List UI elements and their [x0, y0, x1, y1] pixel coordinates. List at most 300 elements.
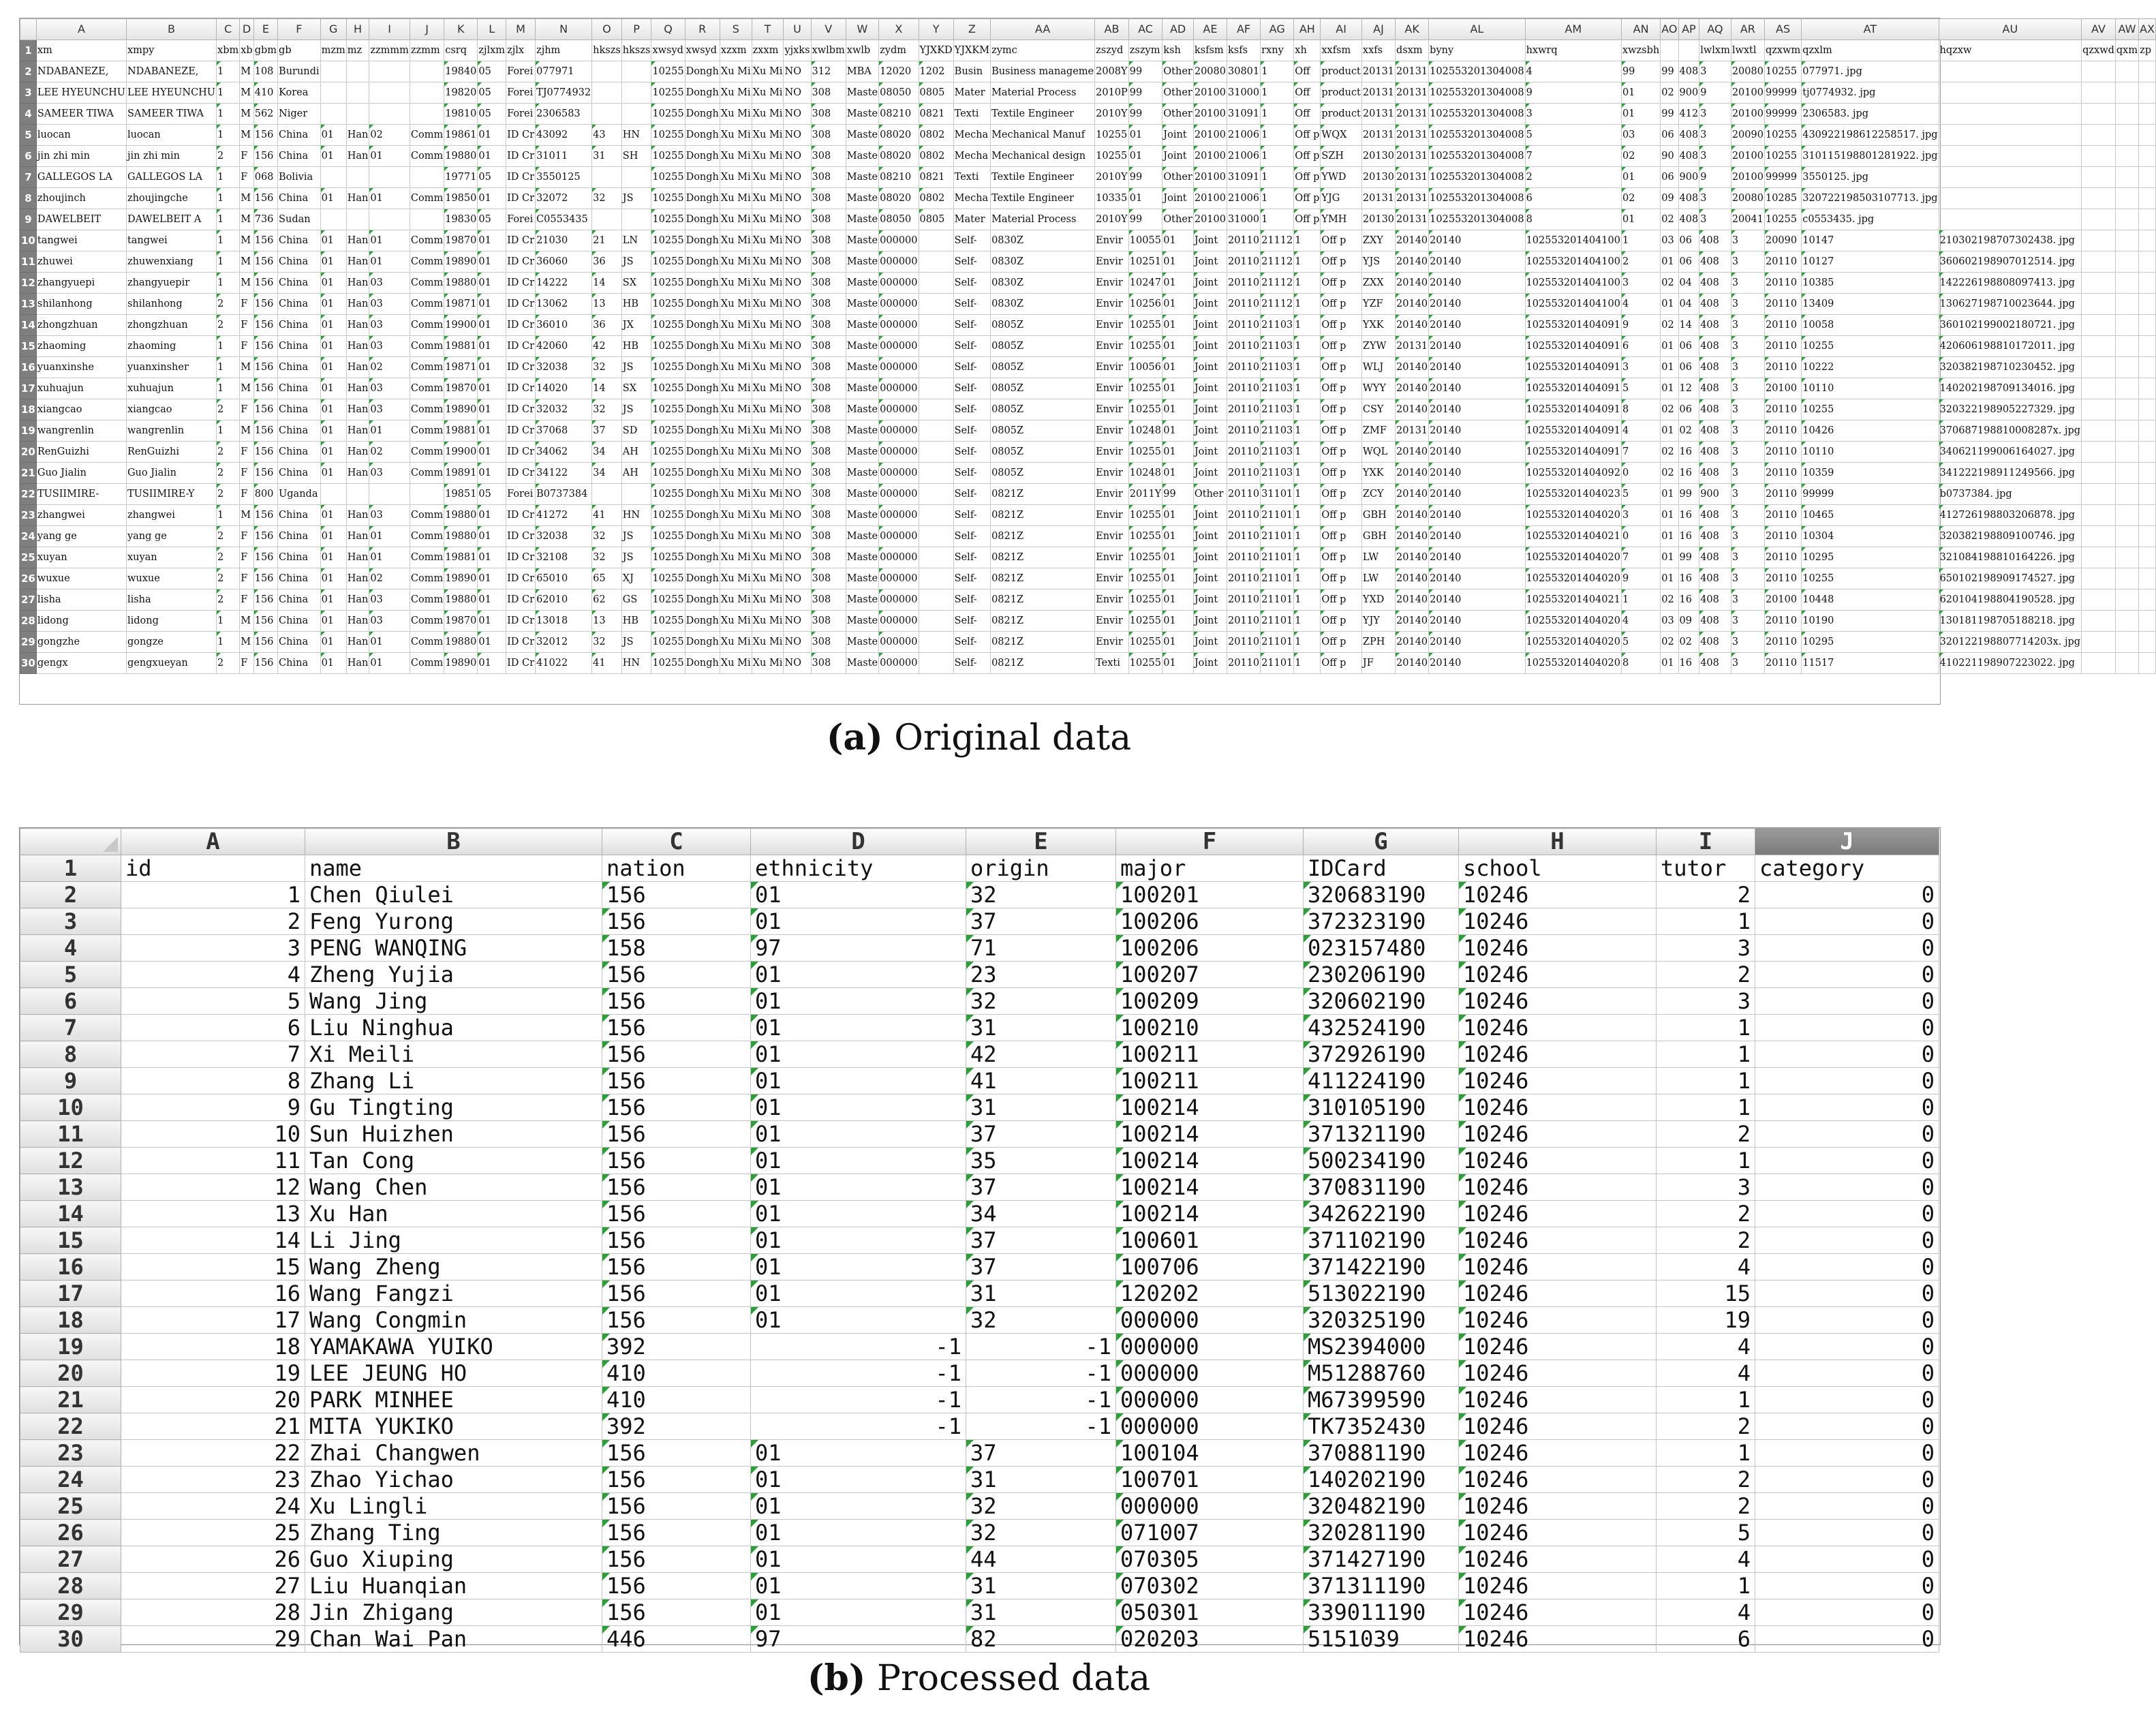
cell[interactable]: 2 [1525, 167, 1621, 188]
cell[interactable]: 100207 [1116, 962, 1304, 988]
cell[interactable]: luocan [36, 125, 126, 146]
cell[interactable]: 01 [478, 336, 506, 357]
cell[interactable]: 02 [1678, 420, 1699, 442]
cell[interactable]: Comm [410, 505, 444, 526]
cell[interactable]: 90 [1661, 146, 1678, 167]
cell[interactable]: 99 [1678, 484, 1699, 505]
cell[interactable]: 71 [966, 935, 1116, 962]
cell[interactable]: 36 [592, 251, 622, 273]
cell[interactable]: 308 [811, 336, 846, 357]
cell[interactable] [2115, 526, 2138, 547]
cell[interactable]: Xu Mi [720, 104, 752, 125]
cell[interactable]: Comm [410, 294, 444, 315]
cell[interactable]: 156 [253, 526, 277, 547]
cell[interactable]: xuhuajun [126, 378, 216, 399]
cell[interactable]: Envir [1095, 336, 1129, 357]
cell[interactable]: 10058 [1802, 315, 1939, 336]
cell[interactable]: 01 [478, 357, 506, 378]
cell[interactable]: Xu Lingli [305, 1493, 602, 1520]
cell[interactable]: 050301 [1116, 1599, 1304, 1626]
cell[interactable]: Maste [846, 125, 878, 146]
cell[interactable]: 0805Z [991, 442, 1095, 463]
row-header[interactable]: 15 [20, 1227, 121, 1254]
cell[interactable]: 01 [478, 315, 506, 336]
cell[interactable]: 20140 [1429, 589, 1525, 611]
cell[interactable]: 02 [1661, 315, 1678, 336]
cell[interactable]: mz [346, 40, 369, 61]
cell[interactable]: 392 [602, 1413, 751, 1440]
cell[interactable]: Maste [846, 167, 878, 188]
cell[interactable]: Joint [1193, 251, 1227, 273]
cell[interactable]: 20131 [1361, 125, 1395, 146]
cell[interactable]: Self- [953, 378, 990, 399]
cell[interactable] [2082, 589, 2116, 611]
cell[interactable]: 10246 [1459, 935, 1657, 962]
cell[interactable]: 1 [217, 61, 240, 82]
cell[interactable]: ID Cr [506, 653, 536, 674]
cell[interactable]: 3 [1731, 230, 1764, 251]
cell[interactable]: 4 [1657, 1254, 1755, 1280]
cell[interactable]: 02 [1678, 632, 1699, 653]
column-header[interactable]: V [811, 19, 846, 40]
cell[interactable]: Envir [1095, 484, 1129, 505]
cell[interactable]: 0 [1755, 1201, 1939, 1227]
cell[interactable]: 0805Z [991, 336, 1095, 357]
cell[interactable]: 10255 [1802, 399, 1939, 420]
cell[interactable]: M [240, 209, 253, 230]
cell[interactable]: Wang Zheng [305, 1254, 602, 1280]
cell[interactable]: 10255 [1764, 146, 1801, 167]
cell[interactable]: 31 [966, 1467, 1116, 1493]
cell[interactable]: 34 [592, 463, 622, 484]
cell[interactable]: 0 [1755, 1334, 1939, 1360]
cell[interactable] [2139, 505, 2156, 526]
cell[interactable]: 1 [1294, 632, 1321, 653]
column-header[interactable]: J [410, 19, 444, 40]
cell[interactable]: 10256 [1128, 294, 1162, 315]
cell[interactable]: Xu Mi [752, 420, 784, 442]
cell[interactable]: 01 [1162, 632, 1194, 653]
cell[interactable]: 130181198705188218. jpg [1939, 611, 2082, 632]
cell[interactable]: 308 [811, 315, 846, 336]
cell[interactable]: 3 [1699, 209, 1731, 230]
cell[interactable]: 06 [1678, 251, 1699, 273]
cell[interactable]: ID Cr [506, 315, 536, 336]
cell[interactable]: 01 [1661, 357, 1678, 378]
cell[interactable]: M [240, 378, 253, 399]
cell[interactable]: Han [346, 463, 369, 484]
cell[interactable]: Bolivia [278, 167, 321, 188]
row-header[interactable]: 11 [20, 251, 37, 273]
cell[interactable]: 102553201404020 [1525, 632, 1621, 653]
cell[interactable]: 10246 [1459, 1599, 1657, 1626]
cell[interactable] [346, 167, 369, 188]
cell[interactable]: 0 [1755, 1413, 1939, 1440]
cell[interactable]: 01 [478, 230, 506, 251]
cell[interactable]: 2010Y [1095, 209, 1129, 230]
cell[interactable]: Dongh [685, 484, 720, 505]
cell[interactable]: RenGuizhi [126, 442, 216, 463]
cell[interactable] [2115, 125, 2138, 146]
cell[interactable]: 2 [217, 547, 240, 568]
cell[interactable]: 156 [253, 568, 277, 589]
cell[interactable]: 01 [751, 962, 966, 988]
cell[interactable]: xm [36, 40, 126, 61]
cell[interactable]: Self- [953, 589, 990, 611]
cell[interactable]: Envir [1095, 526, 1129, 547]
column-header[interactable]: D [240, 19, 253, 40]
cell[interactable]: 2 [1657, 1121, 1755, 1148]
cell[interactable]: dsxm [1396, 40, 1429, 61]
cell[interactable]: Dongh [685, 61, 720, 82]
cell[interactable]: 1 [1294, 420, 1321, 442]
cell[interactable]: M [240, 611, 253, 632]
cell[interactable]: gongze [126, 632, 216, 653]
row-header[interactable]: 2 [20, 882, 121, 908]
cell[interactable]: 97 [751, 1626, 966, 1653]
cell[interactable]: 10127 [1802, 251, 1939, 273]
row-header[interactable]: 12 [20, 273, 37, 294]
cell[interactable]: 01 [1661, 378, 1678, 399]
cell[interactable]: Han [346, 399, 369, 420]
cell[interactable]: Joint [1193, 632, 1227, 653]
cell[interactable]: 410 [602, 1360, 751, 1387]
cell[interactable]: Niger [278, 104, 321, 125]
cell[interactable]: 03 [1661, 230, 1678, 251]
cell[interactable]: Xu Mi [752, 125, 784, 146]
cell[interactable]: 3 [1657, 1174, 1755, 1201]
cell[interactable]: 102553201404020 [1525, 568, 1621, 589]
cell[interactable] [320, 82, 346, 104]
cell[interactable]: 21103 [1261, 442, 1294, 463]
row-header[interactable]: 29 [20, 1599, 121, 1626]
cell[interactable]: 01 [369, 420, 410, 442]
row-header[interactable]: 24 [20, 1467, 121, 1493]
cell[interactable]: 08020 [879, 125, 919, 146]
row-header[interactable]: 9 [20, 209, 37, 230]
cell[interactable]: China [278, 547, 321, 568]
cell[interactable]: 4 [1621, 420, 1660, 442]
cell[interactable]: 21101 [1261, 632, 1294, 653]
cell[interactable]: Xu Mi [752, 146, 784, 167]
cell[interactable]: 372323190 [1304, 908, 1459, 935]
cell[interactable]: 01 [1661, 294, 1678, 315]
cell[interactable] [2139, 420, 2156, 442]
row-header[interactable]: 30 [20, 1626, 121, 1653]
cell[interactable]: 99 [1128, 167, 1162, 188]
cell[interactable]: ksfsm [1193, 40, 1227, 61]
cell[interactable]: Comm [410, 251, 444, 273]
cell[interactable]: 0 [1755, 882, 1939, 908]
cell[interactable]: M [240, 420, 253, 442]
cell[interactable]: 01 [320, 315, 346, 336]
cell[interactable]: Wang Fangzi [305, 1280, 602, 1307]
cell[interactable]: 320382198710230452. jpg [1939, 357, 2082, 378]
cell[interactable]: zjlx [506, 40, 536, 61]
cell[interactable]: 21 [121, 1413, 305, 1440]
cell[interactable]: 01 [320, 146, 346, 167]
cell[interactable]: ID Cr [506, 378, 536, 399]
cell[interactable]: Dongh [685, 82, 720, 104]
cell[interactable]: 308 [811, 378, 846, 399]
cell[interactable]: 20140 [1429, 273, 1525, 294]
cell[interactable]: 100206 [1116, 908, 1304, 935]
cell[interactable]: 1 [1294, 589, 1321, 611]
cell[interactable]: 102553201404023 [1525, 484, 1621, 505]
cell[interactable] [2139, 611, 2156, 632]
cell[interactable]: 3550125. jpg [1802, 167, 1939, 188]
cell[interactable]: YZF [1361, 294, 1395, 315]
cell[interactable]: 12 [1678, 378, 1699, 399]
cell[interactable]: 408 [1678, 146, 1699, 167]
cell[interactable]: 000000 [879, 294, 919, 315]
cell[interactable]: 3 [1731, 294, 1764, 315]
cell[interactable]: 1 [217, 125, 240, 146]
cell[interactable]: 20110 [1227, 632, 1261, 653]
cell[interactable]: 31101 [1261, 484, 1294, 505]
cell[interactable]: product [1321, 61, 1362, 82]
cell[interactable]: GALLEGOS LA [36, 167, 126, 188]
cell[interactable]: NO [784, 188, 811, 209]
cell[interactable]: 3 [1731, 547, 1764, 568]
cell[interactable]: Xu Mi [752, 273, 784, 294]
cell[interactable]: 20110 [1227, 463, 1261, 484]
cell[interactable]: NDABANEZE, [126, 61, 216, 82]
cell[interactable]: 156 [602, 1201, 751, 1227]
cell[interactable]: 02 [1621, 188, 1660, 209]
cell[interactable]: 408 [1678, 125, 1699, 146]
cell[interactable]: 21006 [1227, 125, 1261, 146]
cell[interactable]: 3 [1699, 61, 1731, 82]
cell[interactable]: 20140 [1396, 442, 1429, 463]
cell[interactable]: 2 [1657, 962, 1755, 988]
cell[interactable]: HB [621, 294, 651, 315]
cell[interactable]: 01 [751, 1015, 966, 1041]
cell[interactable]: 5 [1525, 125, 1621, 146]
cell[interactable]: 408 [1699, 420, 1731, 442]
cell[interactable]: b0737384. jpg [1939, 484, 2082, 505]
cell[interactable]: 01 [320, 336, 346, 357]
cell[interactable]: 100210 [1116, 1015, 1304, 1041]
cell[interactable]: F [240, 399, 253, 420]
cell[interactable]: Envir [1095, 589, 1129, 611]
cell[interactable]: 1 [1294, 230, 1321, 251]
cell[interactable]: F [240, 463, 253, 484]
cell[interactable]: 102553201304008 [1429, 82, 1525, 104]
cell[interactable]: M [240, 632, 253, 653]
cell[interactable]: 99 [1678, 547, 1699, 568]
cell[interactable]: 01 [751, 1121, 966, 1148]
cell[interactable]: 06 [1678, 230, 1699, 251]
row-header[interactable]: 4 [20, 104, 37, 125]
cell[interactable]: 01 [751, 882, 966, 908]
cell[interactable]: 156 [253, 357, 277, 378]
cell[interactable]: 408 [1699, 632, 1731, 653]
cell[interactable]: 156 [602, 1254, 751, 1280]
cell[interactable]: 21 [592, 230, 622, 251]
cell[interactable]: 308 [811, 230, 846, 251]
cell[interactable]: Mechanical design [991, 146, 1095, 167]
cell[interactable]: 102553201304008 [1429, 146, 1525, 167]
cell[interactable]: 156 [602, 1440, 751, 1467]
cell[interactable]: 19890 [444, 399, 478, 420]
cell[interactable]: F [240, 526, 253, 547]
cell[interactable] [2139, 146, 2156, 167]
cell[interactable]: ZCY [1361, 484, 1395, 505]
cell[interactable]: 0805 [919, 209, 953, 230]
cell[interactable]: 20131 [1396, 188, 1429, 209]
cell[interactable]: Xu Mi [720, 188, 752, 209]
cell[interactable]: 21103 [1261, 336, 1294, 357]
cell[interactable]: 3 [1731, 315, 1764, 336]
cell[interactable]: 05 [478, 484, 506, 505]
cell[interactable]: YAMAKAWA YUIKO [305, 1334, 602, 1360]
cell[interactable]: 21101 [1261, 547, 1294, 568]
cell[interactable] [2082, 82, 2116, 104]
cell[interactable]: 01 [1162, 463, 1194, 484]
row-header[interactable]: 16 [20, 357, 37, 378]
cell[interactable]: 03 [369, 463, 410, 484]
cell[interactable]: 01 [1128, 188, 1162, 209]
cell[interactable]: 308 [811, 442, 846, 463]
cell[interactable]: 21112 [1261, 251, 1294, 273]
cell[interactable]: 01 [1162, 315, 1194, 336]
cell[interactable]: ID Cr [506, 357, 536, 378]
cell[interactable] [621, 167, 651, 188]
cell[interactable]: 20080 [1731, 61, 1764, 82]
cell[interactable]: 10248 [1128, 420, 1162, 442]
cell[interactable]: Maste [846, 82, 878, 104]
cell[interactable] [592, 61, 622, 82]
cell[interactable]: 3 [1731, 484, 1764, 505]
cell[interactable]: M51288760 [1304, 1360, 1459, 1387]
cell[interactable] [1939, 209, 2082, 230]
cell[interactable] [2139, 273, 2156, 294]
column-header[interactable]: AX [2139, 19, 2156, 40]
cell[interactable]: 1 [217, 82, 240, 104]
row-header[interactable]: 5 [20, 962, 121, 988]
cell[interactable]: lidong [36, 611, 126, 632]
cell[interactable]: LW [1361, 547, 1395, 568]
cell[interactable]: 2 [217, 653, 240, 674]
cell[interactable]: 44 [966, 1546, 1116, 1573]
cell[interactable] [369, 484, 410, 505]
cell[interactable]: 308 [811, 294, 846, 315]
cell[interactable]: 15 [1657, 1280, 1755, 1307]
row-header[interactable]: 24 [20, 526, 37, 547]
cell[interactable]: 20110 [1764, 505, 1801, 526]
cell[interactable]: 20110 [1227, 653, 1261, 674]
cell[interactable]: 02 [1661, 463, 1678, 484]
cell[interactable]: 10255 [651, 82, 685, 104]
cell[interactable]: 1 [1261, 146, 1294, 167]
cell[interactable]: LEE HYEUNCHU [126, 82, 216, 104]
cell[interactable] [2115, 505, 2138, 526]
cell[interactable]: 102553201304008 [1429, 104, 1525, 125]
cell[interactable]: ID Cr [506, 336, 536, 357]
cell[interactable]: 10147 [1802, 230, 1939, 251]
cell[interactable]: zhongzhuan [126, 315, 216, 336]
cell[interactable]: 01 [320, 251, 346, 273]
column-header[interactable]: AQ [1699, 19, 1731, 40]
cell[interactable]: 30801 [1227, 61, 1261, 82]
cell[interactable] [2115, 632, 2138, 653]
cell[interactable]: 10255 [651, 315, 685, 336]
cell[interactable]: 156 [602, 1520, 751, 1546]
cell[interactable]: major [1116, 855, 1304, 882]
cell[interactable]: 10255 [651, 209, 685, 230]
cell[interactable]: Maste [846, 568, 878, 589]
cell[interactable]: Forei [506, 209, 536, 230]
cell[interactable]: 32108 [536, 547, 592, 568]
cell[interactable]: 1 [1261, 125, 1294, 146]
row-header[interactable]: 30 [20, 653, 37, 674]
cell[interactable]: Xu Mi [720, 589, 752, 611]
cell[interactable]: xuyan [36, 547, 126, 568]
cell[interactable]: tangwei [126, 230, 216, 251]
cell[interactable]: 230206190 [1304, 962, 1459, 988]
cell[interactable]: 408 [1699, 547, 1731, 568]
cell[interactable]: Comm [410, 442, 444, 463]
cell[interactable]: 10255 [651, 251, 685, 273]
cell[interactable]: 156 [602, 1307, 751, 1334]
cell[interactable]: 42060 [536, 336, 592, 357]
cell[interactable]: 19771 [444, 167, 478, 188]
cell[interactable]: 408 [1699, 336, 1731, 357]
cell[interactable]: -1 [751, 1413, 966, 1440]
cell[interactable]: qxm [2115, 40, 2138, 61]
cell[interactable]: 20140 [1429, 294, 1525, 315]
cell[interactable] [621, 209, 651, 230]
cell[interactable]: 10255 [651, 463, 685, 484]
cell[interactable]: 20100 [1193, 209, 1227, 230]
cell[interactable]: M [240, 357, 253, 378]
cell[interactable]: 01 [478, 463, 506, 484]
cell[interactable]: 2 [1657, 1227, 1755, 1254]
cell[interactable] [621, 104, 651, 125]
cell[interactable] [919, 273, 953, 294]
cell[interactable]: 36 [592, 315, 622, 336]
cell[interactable] [1939, 167, 2082, 188]
cell[interactable]: 2010P [1095, 82, 1129, 104]
cell[interactable]: ID Cr [506, 399, 536, 420]
cell[interactable]: Xu Mi [752, 568, 784, 589]
cell[interactable]: Self- [953, 399, 990, 420]
cell[interactable]: 371427190 [1304, 1546, 1459, 1573]
cell[interactable]: 01 [1661, 251, 1678, 273]
cell[interactable]: wangrenlin [126, 420, 216, 442]
cell[interactable]: 1 [1294, 378, 1321, 399]
cell[interactable]: 02 [1661, 209, 1678, 230]
row-header[interactable]: 18 [20, 399, 37, 420]
cell[interactable]: 01 [751, 1148, 966, 1174]
cell[interactable]: 000000 [879, 442, 919, 463]
cell[interactable]: 312 [811, 61, 846, 82]
cell[interactable]: 4 [1657, 1599, 1755, 1626]
cell[interactable]: 210302198707302438. jpg [1939, 230, 2082, 251]
cell[interactable]: 20140 [1396, 547, 1429, 568]
cell[interactable] [919, 442, 953, 463]
cell[interactable]: 01 [1162, 378, 1194, 399]
cell[interactable]: 43 [592, 125, 622, 146]
cell[interactable]: 000000 [1116, 1493, 1304, 1520]
cell[interactable]: 31 [592, 146, 622, 167]
cell[interactable]: NO [784, 632, 811, 653]
cell[interactable]: 10255 [651, 230, 685, 251]
cell[interactable]: 20131 [1361, 104, 1395, 125]
cell[interactable] [919, 463, 953, 484]
cell[interactable]: 02 [369, 442, 410, 463]
